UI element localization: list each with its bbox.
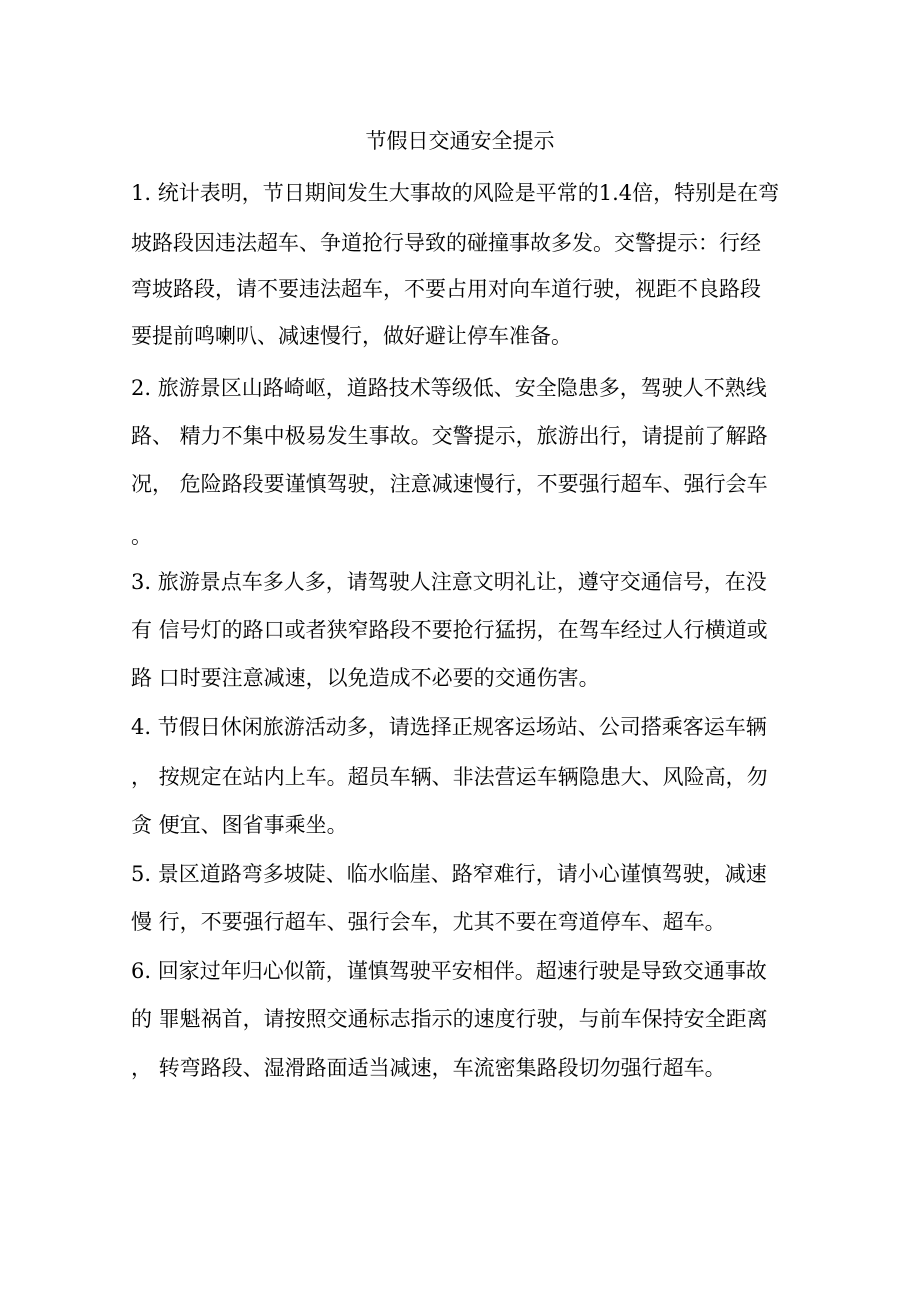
document-title: 节假日交通安全提示 (365, 129, 555, 153)
text-line: 要提前鸣喇叭、减速慢行，做好避让停车准备。 (131, 324, 572, 348)
text-line: 有 信号灯的路口或者狭窄路段不要抢行猛拐，在驾车经过人行横道或 (131, 618, 768, 642)
text-line: 弯坡路段，请不要违法超车，不要占用对向车道行驶，视距不良路段 (131, 277, 761, 301)
text-line: 的 罪魁祸首，请按照交通标志指示的速度行驶，与前车保持安全距离 (131, 1007, 768, 1031)
text-line: 况， 危险路段要谨慎驾驶，注意减速慢行，不要强行超车、强行会车 (131, 472, 768, 496)
text-line: 贪 便宜、图省事乘坐。 (131, 813, 348, 837)
text-line: 1. 统计表明，节日期间发生大事故的风险是平常的1.4倍，特别是在弯 (131, 181, 780, 205)
text-line: 坡路段因违法超车、争道抢行导致的碰撞事故多发。交警提示：行经 (131, 231, 761, 255)
text-line: 4. 节假日休闲旅游活动多，请选择正规客运场站、公司搭乘客运车辆 (131, 715, 767, 739)
text-line: 2. 旅游景区山路崎岖，道路技术等级低、安全隐患多，驾驶人不熟线 (131, 376, 767, 400)
text-line: 5. 景区道路弯多坡陡、临水临崖、路窄难行，请小心谨慎驾驶，减速 (131, 862, 767, 886)
text-line: ， 转弯路段、湿滑路面适当减速，车流密集路段切勿强行超车。 (131, 1056, 726, 1080)
text-line: 。 (131, 524, 152, 548)
text-line: ， 按规定在站内上车。超员车辆、非法营运车辆隐患大、风险高，勿 (131, 765, 768, 789)
text-line: 路 口时要注意减速，以免造成不必要的交通伤害。 (131, 666, 600, 690)
text-line: 路、 精力不集中极易发生事故。交警提示，旅游出行，请提前了解路 (131, 424, 768, 448)
text-line: 6. 回家过年归心似箭，谨慎驾驶平安相伴。超速行驶是导致交通事故 (131, 959, 767, 983)
text-line: 慢 行，不要强行超车、强行会车，尤其不要在弯道停车、超车。 (131, 910, 726, 934)
text-line: 3. 旅游景点车多人多，请驾驶人注意文明礼让，遵守交通信号，在没 (131, 570, 767, 594)
